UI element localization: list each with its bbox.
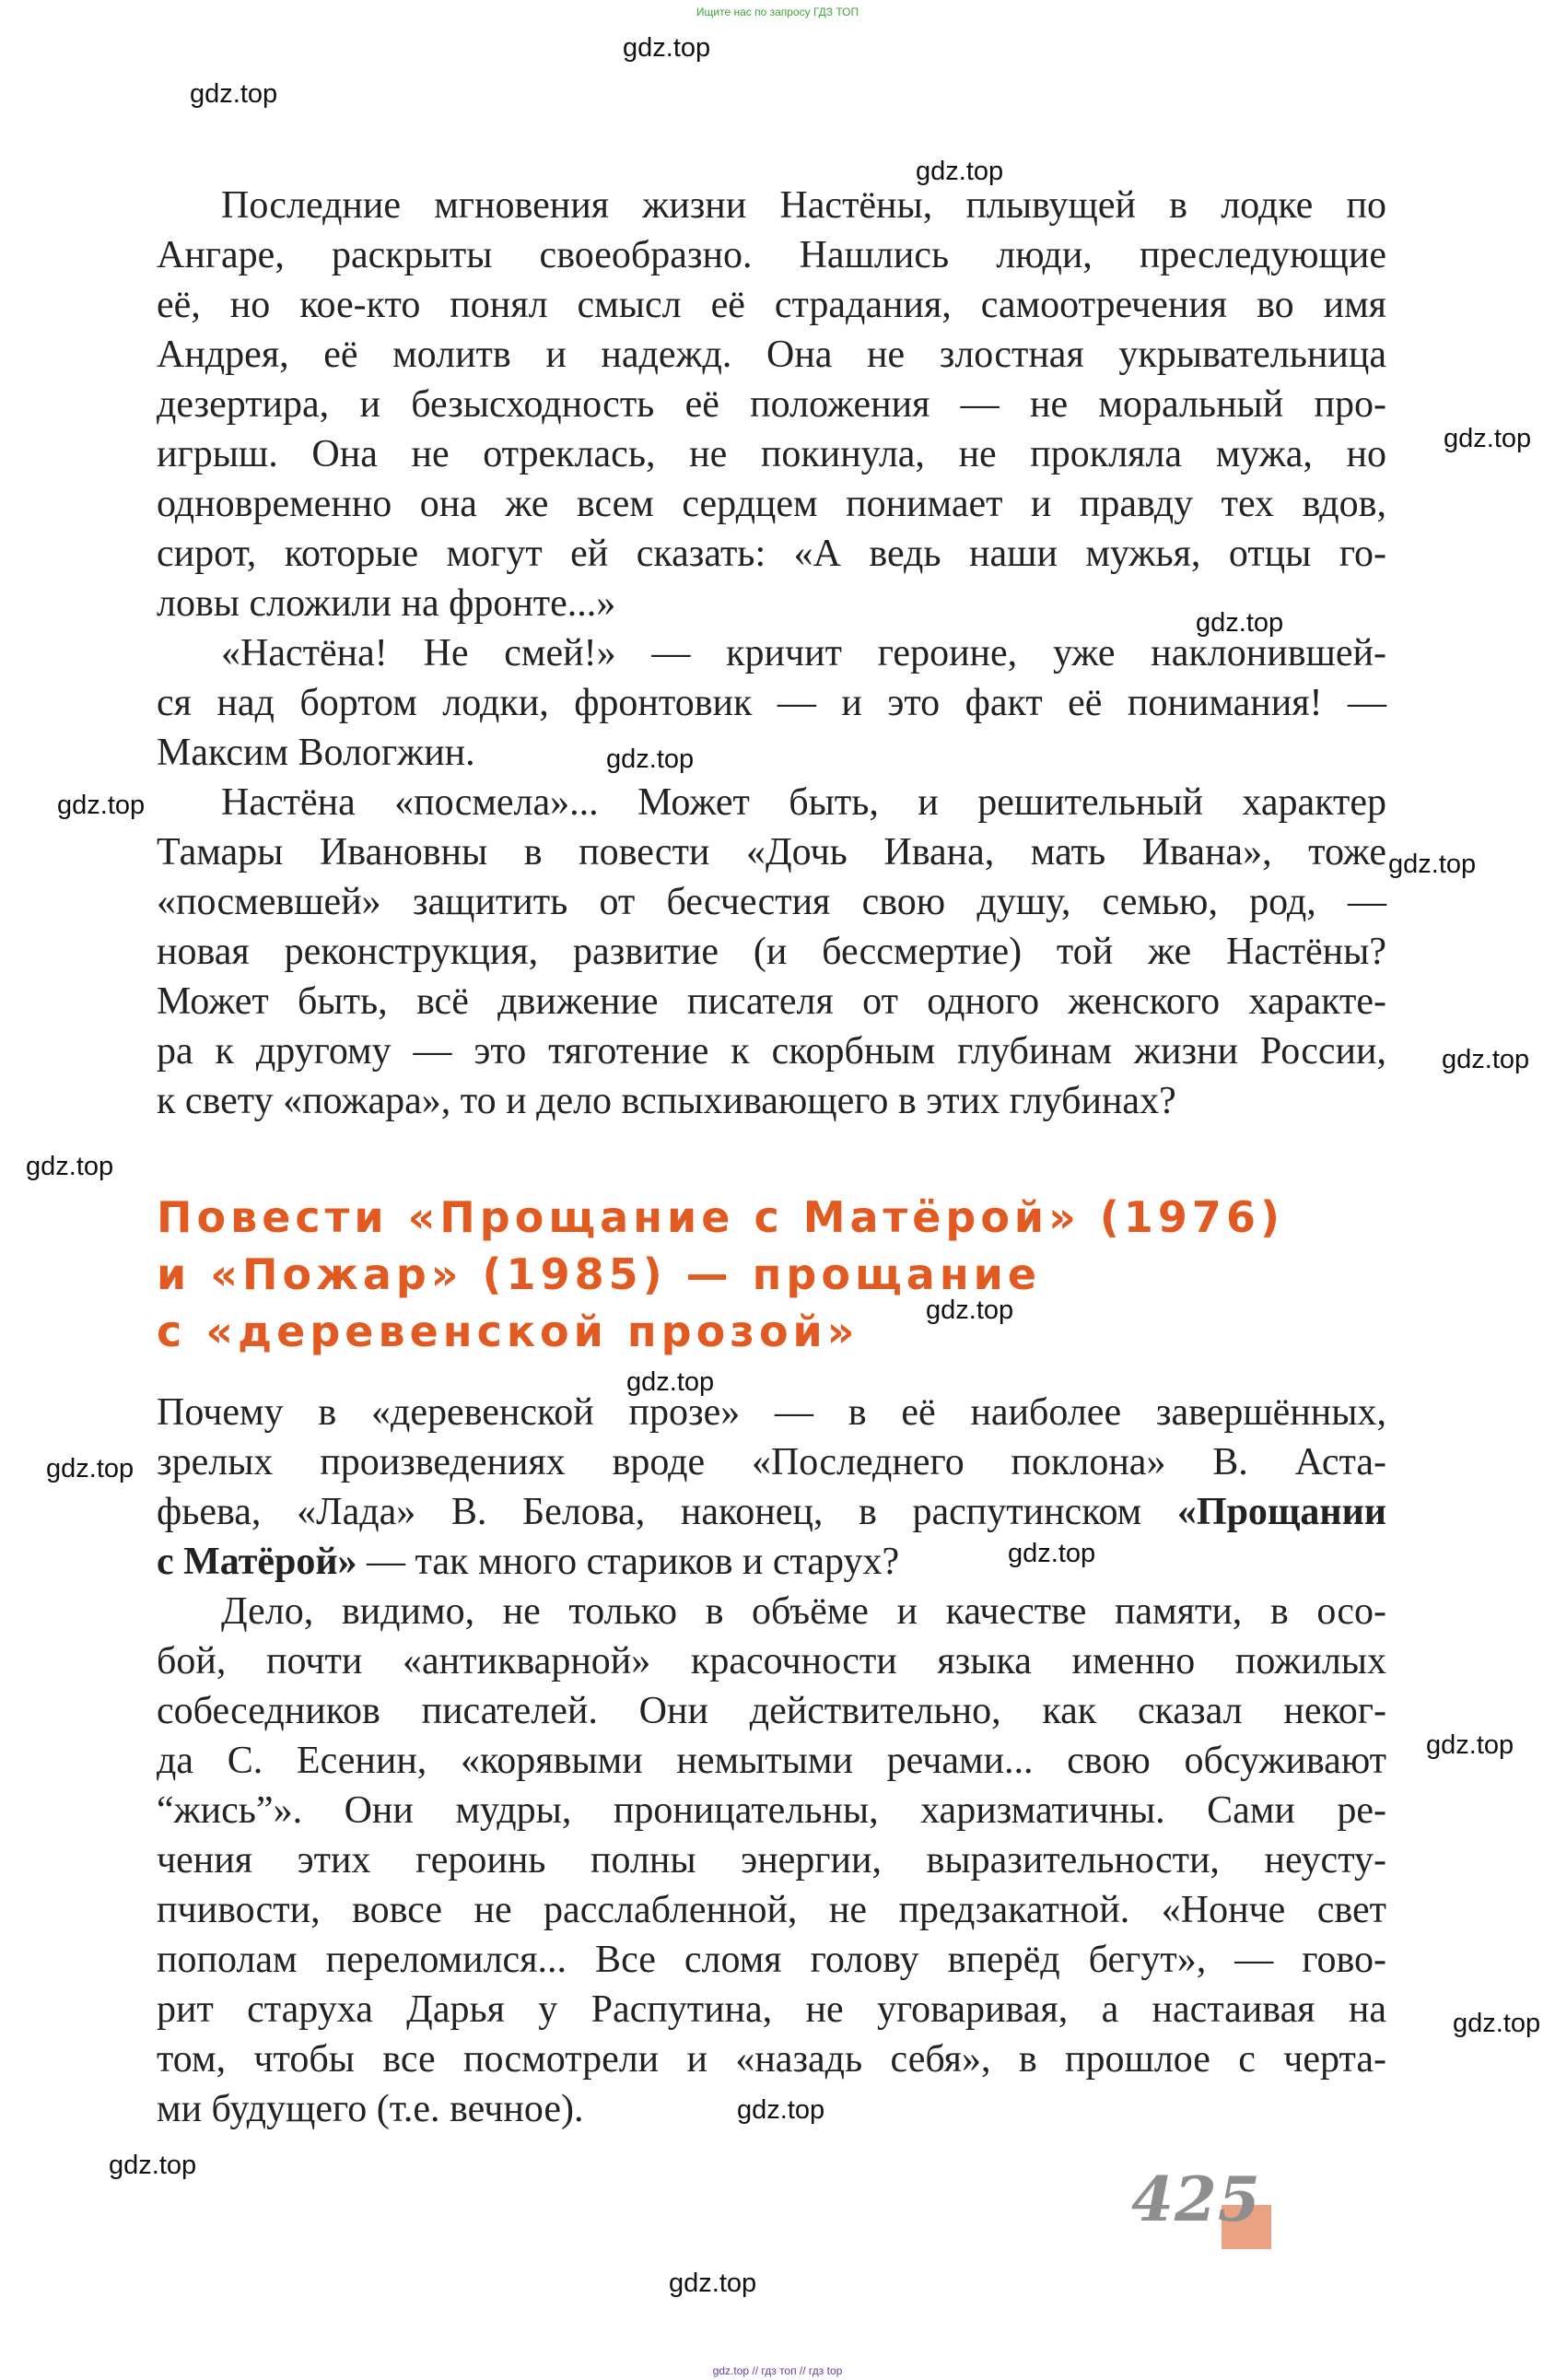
watermark: gdz.top [926,1296,1014,1325]
watermark: gdz.top [606,744,695,774]
text-line [157,1487,1386,1537]
text-line: Максим Вологжин. [157,732,475,774]
text-line: ра к другому — это тяготение к скорбным глубинам жизни России, [157,1030,1386,1073]
text-line: к свету «пожара», то и дело вспыхивающего в этих глубинах? [157,1080,1176,1122]
text-line: рит старуха Дарья у Распутина, не уговаривая, а настаивая на [157,1988,1386,2031]
text-line: игрыш. Она не отреклась, не покинула, не прокляла мужа, но [157,433,1386,475]
paragraph-nastena-dared [157,778,1386,1126]
text-run: фьева, «Лада» В. Белова, наконец, в распутинском [157,1491,1177,1533]
bottom-banner: gdz.top // гдз топ // гдз top [712,2364,843,2377]
text-line: ми будущего (т.е. вечное). [157,2088,584,2130]
watermark: gdz.top [190,79,278,109]
text-line: Тамары Ивановны в повести «Дочь Ивана, мать Ивана», тоже [157,831,1386,873]
text-line: зрелых произведениях вроде «Последнего поклона» В. Аста- [157,1441,1386,1483]
bold-title: с Матёрой» [157,1541,357,1583]
text-line: да С. Есенин, «корявыми немытыми речами... свою обсуживают [157,1740,1386,1782]
text-line: Андрея, её молитв и надежд. Она не злостная укрывательница [157,334,1386,376]
watermark: gdz.top [1453,2009,1541,2038]
text-line: новая реконструкция, развитие (и бессмертие) той же Настёны? [157,931,1386,973]
watermark: gdz.top [1444,424,1532,453]
text-line: Ангаре, раскрыты своеобразно. Нашлись люди, преследующие [157,234,1386,276]
text-line: ловы сложили на фронте...» [157,582,616,625]
text-line: сирот, которые могут ей сказать: «А ведь наши мужья, отцы го- [157,533,1386,575]
text-line: Дело, видимо, не только в объёме и качестве памяти, в осо- [221,1590,1386,1633]
bold-title: «Прощании [1176,1491,1386,1533]
text-line: бой, почти «антикварной» красочности языка именно пожилых [157,1640,1386,1682]
watermark: gdz.top [1426,1730,1514,1760]
text-run: — так много стариков и старух? [357,1541,900,1583]
paragraph-why-old-people [157,1388,1386,1587]
text-line: том, чтобы все посмотрели и «назадь себя», в прошлое с черта- [157,2038,1386,2081]
paragraph-memory [157,1587,1386,2134]
text-line: «посмевшей» защитить от бесчестия свою душу, семью, род, — [157,881,1386,923]
text-line: ся над бортом лодки, фронтовик — и это факт её понимания! — [157,682,1386,724]
text-line: её, но кое-кто понял смысл её страдания, самоотречения во имя [157,284,1386,326]
text-line: собеседников писателей. Они действительно, как сказал неког- [157,1690,1386,1732]
heading-line: и «Пожар» (1985) — прощание [157,1249,1042,1299]
watermark: gdz.top [46,1454,134,1483]
section-heading [157,1189,1386,1360]
watermark: gdz.top [1442,1045,1530,1074]
watermark: gdz.top [669,2269,757,2298]
paragraph-last-moments [157,181,1386,628]
heading-line: с «деревенской прозой» [157,1307,859,1356]
paragraph-dont-dare [157,628,1386,778]
text-line: Настёна «посмела»... Может быть, и решительный характер [221,781,1386,824]
watermark: gdz.top [1008,1539,1096,1568]
watermark: gdz.top [626,1367,715,1397]
watermark: gdz.top [737,2095,825,2125]
watermark: gdz.top [109,2151,197,2180]
watermark: gdz.top [1196,608,1284,638]
text-line: Почему в «деревенской прозе» — в её наиболее завершённых, [157,1391,1386,1434]
top-banner: Ищите нас по запросу ГДЗ ТОП [696,6,859,18]
text-line: чения этих героинь полны энергии, выразительности, неусту- [157,1839,1386,1882]
text-line [157,1537,1386,1587]
text-line: “жись”». Они мудры, проницательны, харизматичны. Сами ре- [157,1789,1386,1832]
text-line: пополам переломился... Все сломя голову вперёд бегут», — гово- [157,1939,1386,1981]
text-line: Последние мгновения жизни Настёны, плывущей в лодке по [221,184,1386,227]
heading-line: Повести «Прощание с Матёрой» (1976) [157,1192,1284,1242]
text-line: одновременно она же всем сердцем понимает и правду тех вдов, [157,483,1386,525]
watermark: gdz.top [623,33,711,63]
text-line: «Настёна! Не смей!» — кричит героине, уже наклонившей- [221,632,1386,674]
page-number: 425 [1131,2163,1261,2235]
text-line: Может быть, всё движение писателя от одного женского характе- [157,980,1386,1023]
text-line: пчивости, вовсе не расслабленной, не предзакатной. «Нонче свет [157,1889,1386,1931]
watermark: gdz.top [57,791,146,820]
watermark: gdz.top [1388,850,1477,879]
watermark: gdz.top [26,1152,114,1181]
text-line: дезертира, и безысходность её положения — не моральный про- [157,383,1386,426]
watermark: gdz.top [916,157,1004,186]
